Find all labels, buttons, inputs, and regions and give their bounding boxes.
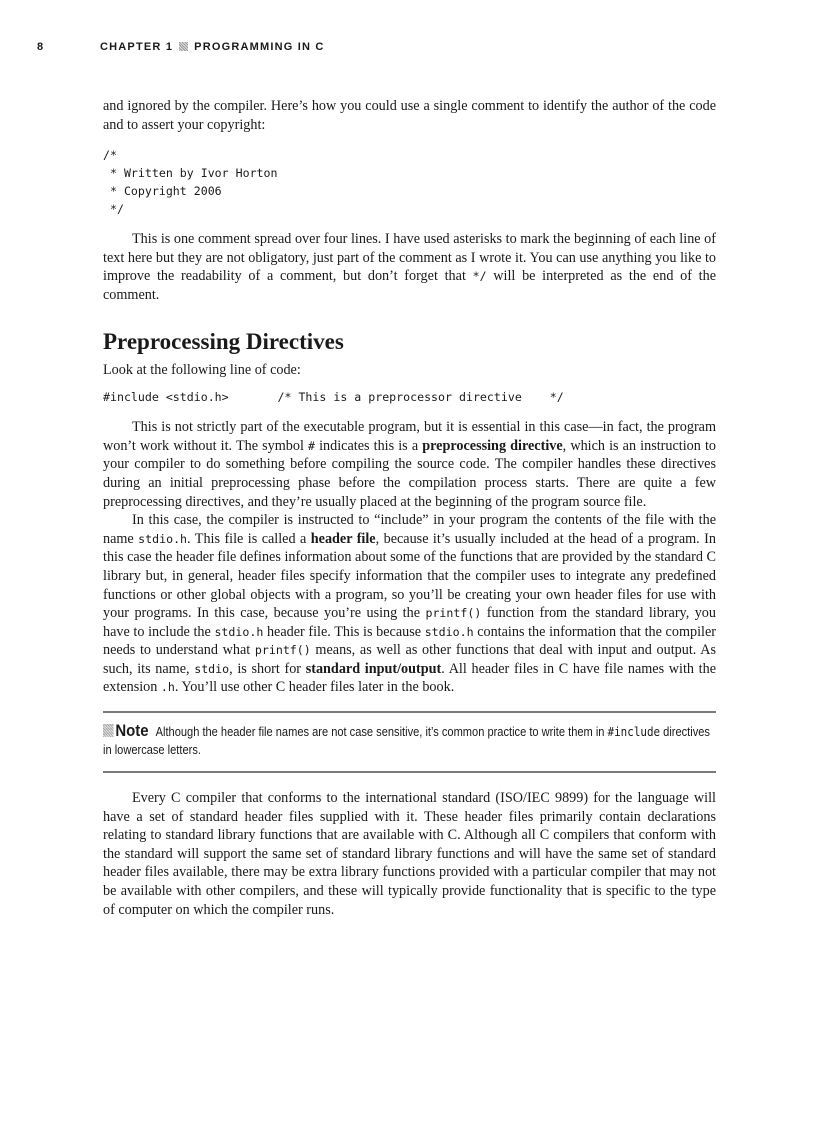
inline-code: printf() <box>254 643 311 658</box>
paragraph-comment-explanation <box>103 230 716 304</box>
chapter-heading <box>100 41 325 53</box>
note-text <box>103 722 716 759</box>
code-block-comment: /* * Written by Ivor Horton * Copyright 2006 */ <box>103 148 278 217</box>
paragraph-look-at: Look at the following line of code: <box>103 361 301 378</box>
page-body <box>103 97 716 919</box>
separator-square-icon <box>179 42 188 51</box>
bold-term: header file <box>310 530 376 547</box>
section-heading: Preprocessing Directives <box>103 328 344 354</box>
text-run: directives in lowercase letters. <box>103 725 710 758</box>
running-header <box>37 41 737 59</box>
note-marker-icon <box>103 724 114 737</box>
page-number: 8 <box>37 41 45 53</box>
paragraph-standard-headers: Every C compiler that conforms to the international standard (ISO/IEC 9899) for the language will have a set of standard header files supplied with it. These header files primarily contain declarations relating to standard library functions that are available with C. Although all C compilers that conform with the standard will support the same set of standard library functions and will have the same set of standard header files available, there may be extra library functions provided with a particular compiler that may not be available with other compilers, and these will typically provide functionality that is specific to the type of computer on which the compiler runs. <box>103 790 716 918</box>
text-run: function from the standard library, you have to include the <box>103 605 716 640</box>
text-run: , which is an instruction to your compiler to do something before compiling the source code. The compiler handles these directives during an initial preprocessing phase before the compilation process starts. There are quite a few preprocessing directives, and they’re usually placed at the beginning of the program source file. <box>103 437 716 510</box>
inline-code: #include <box>607 724 661 740</box>
text-run: . This file is called a <box>187 530 311 547</box>
text-run: indicates this is a <box>315 437 423 454</box>
paragraph-preprocessing <box>103 418 716 511</box>
code-line-include: #include <stdio.h> /* This is a preprocessor directive */ <box>103 390 564 405</box>
text-run: In this case, the compiler is instructed to “include” in your program the contents of the file with the name <box>103 512 716 547</box>
text-run: . All header files in C have file names with the extension <box>103 660 716 696</box>
inline-code: # <box>308 438 315 453</box>
bold-term: preprocessing directive <box>422 437 563 454</box>
inline-code: stdio.h <box>138 531 188 546</box>
paragraph-comment-intro: and ignored by the compiler. Here’s how you could use a single comment to identify the author of the code and to assert your copyright: <box>103 98 716 133</box>
paragraph-header-file <box>103 511 716 697</box>
note-box <box>103 711 716 773</box>
inline-code: stdio.h <box>424 624 474 639</box>
inline-code: .h <box>160 680 175 695</box>
text-run: , because it’s usually included at the head of a program. In this case the header file defines information about some of the functions that are provided by the standard C library but, in general, header files specify information that the compiler uses to integrate any predefined functions or other global objects with a program, so you’ll be creating your own header files for use with your programs. In this case, because you’re using the <box>103 530 716 622</box>
note-label: Note <box>115 721 149 741</box>
text-run: means, as well as other functions that deal with input and output. As such, its name, <box>103 642 716 677</box>
inline-code: */ <box>472 269 487 284</box>
text-run: contains the information that the compiler needs to understand what <box>103 623 716 659</box>
inline-code: stdio.h <box>214 624 264 639</box>
text-run: This is not strictly part of the executable program, but it is essential in this case—in fact, the program won’t work without it. The symbol <box>103 419 716 454</box>
text-run: This is one comment spread over four lines. I have used asterisks to mark the beginning of each line of text here but they are not obligatory, just part of the comment as I wrote it. You can use anything you like to improve the readability of a comment, but don’t forget that <box>103 231 716 285</box>
inline-code: printf() <box>425 606 482 621</box>
text-run: . You’ll use other C header files later in the book. <box>174 679 455 696</box>
chapter-label: CHAPTER 1 <box>100 41 174 53</box>
text-run: Although the header file names are not case sensitive, it’s common practice to write them in <box>155 725 608 740</box>
inline-code: stdio <box>194 661 230 676</box>
text-run: header file. This is because <box>263 623 425 640</box>
bold-term: standard input/output <box>305 660 442 677</box>
text-run: will be interpreted as the end of the comment. <box>103 268 716 303</box>
text-run: , is short for <box>229 660 306 677</box>
chapter-title: PROGRAMMING IN C <box>194 41 325 53</box>
